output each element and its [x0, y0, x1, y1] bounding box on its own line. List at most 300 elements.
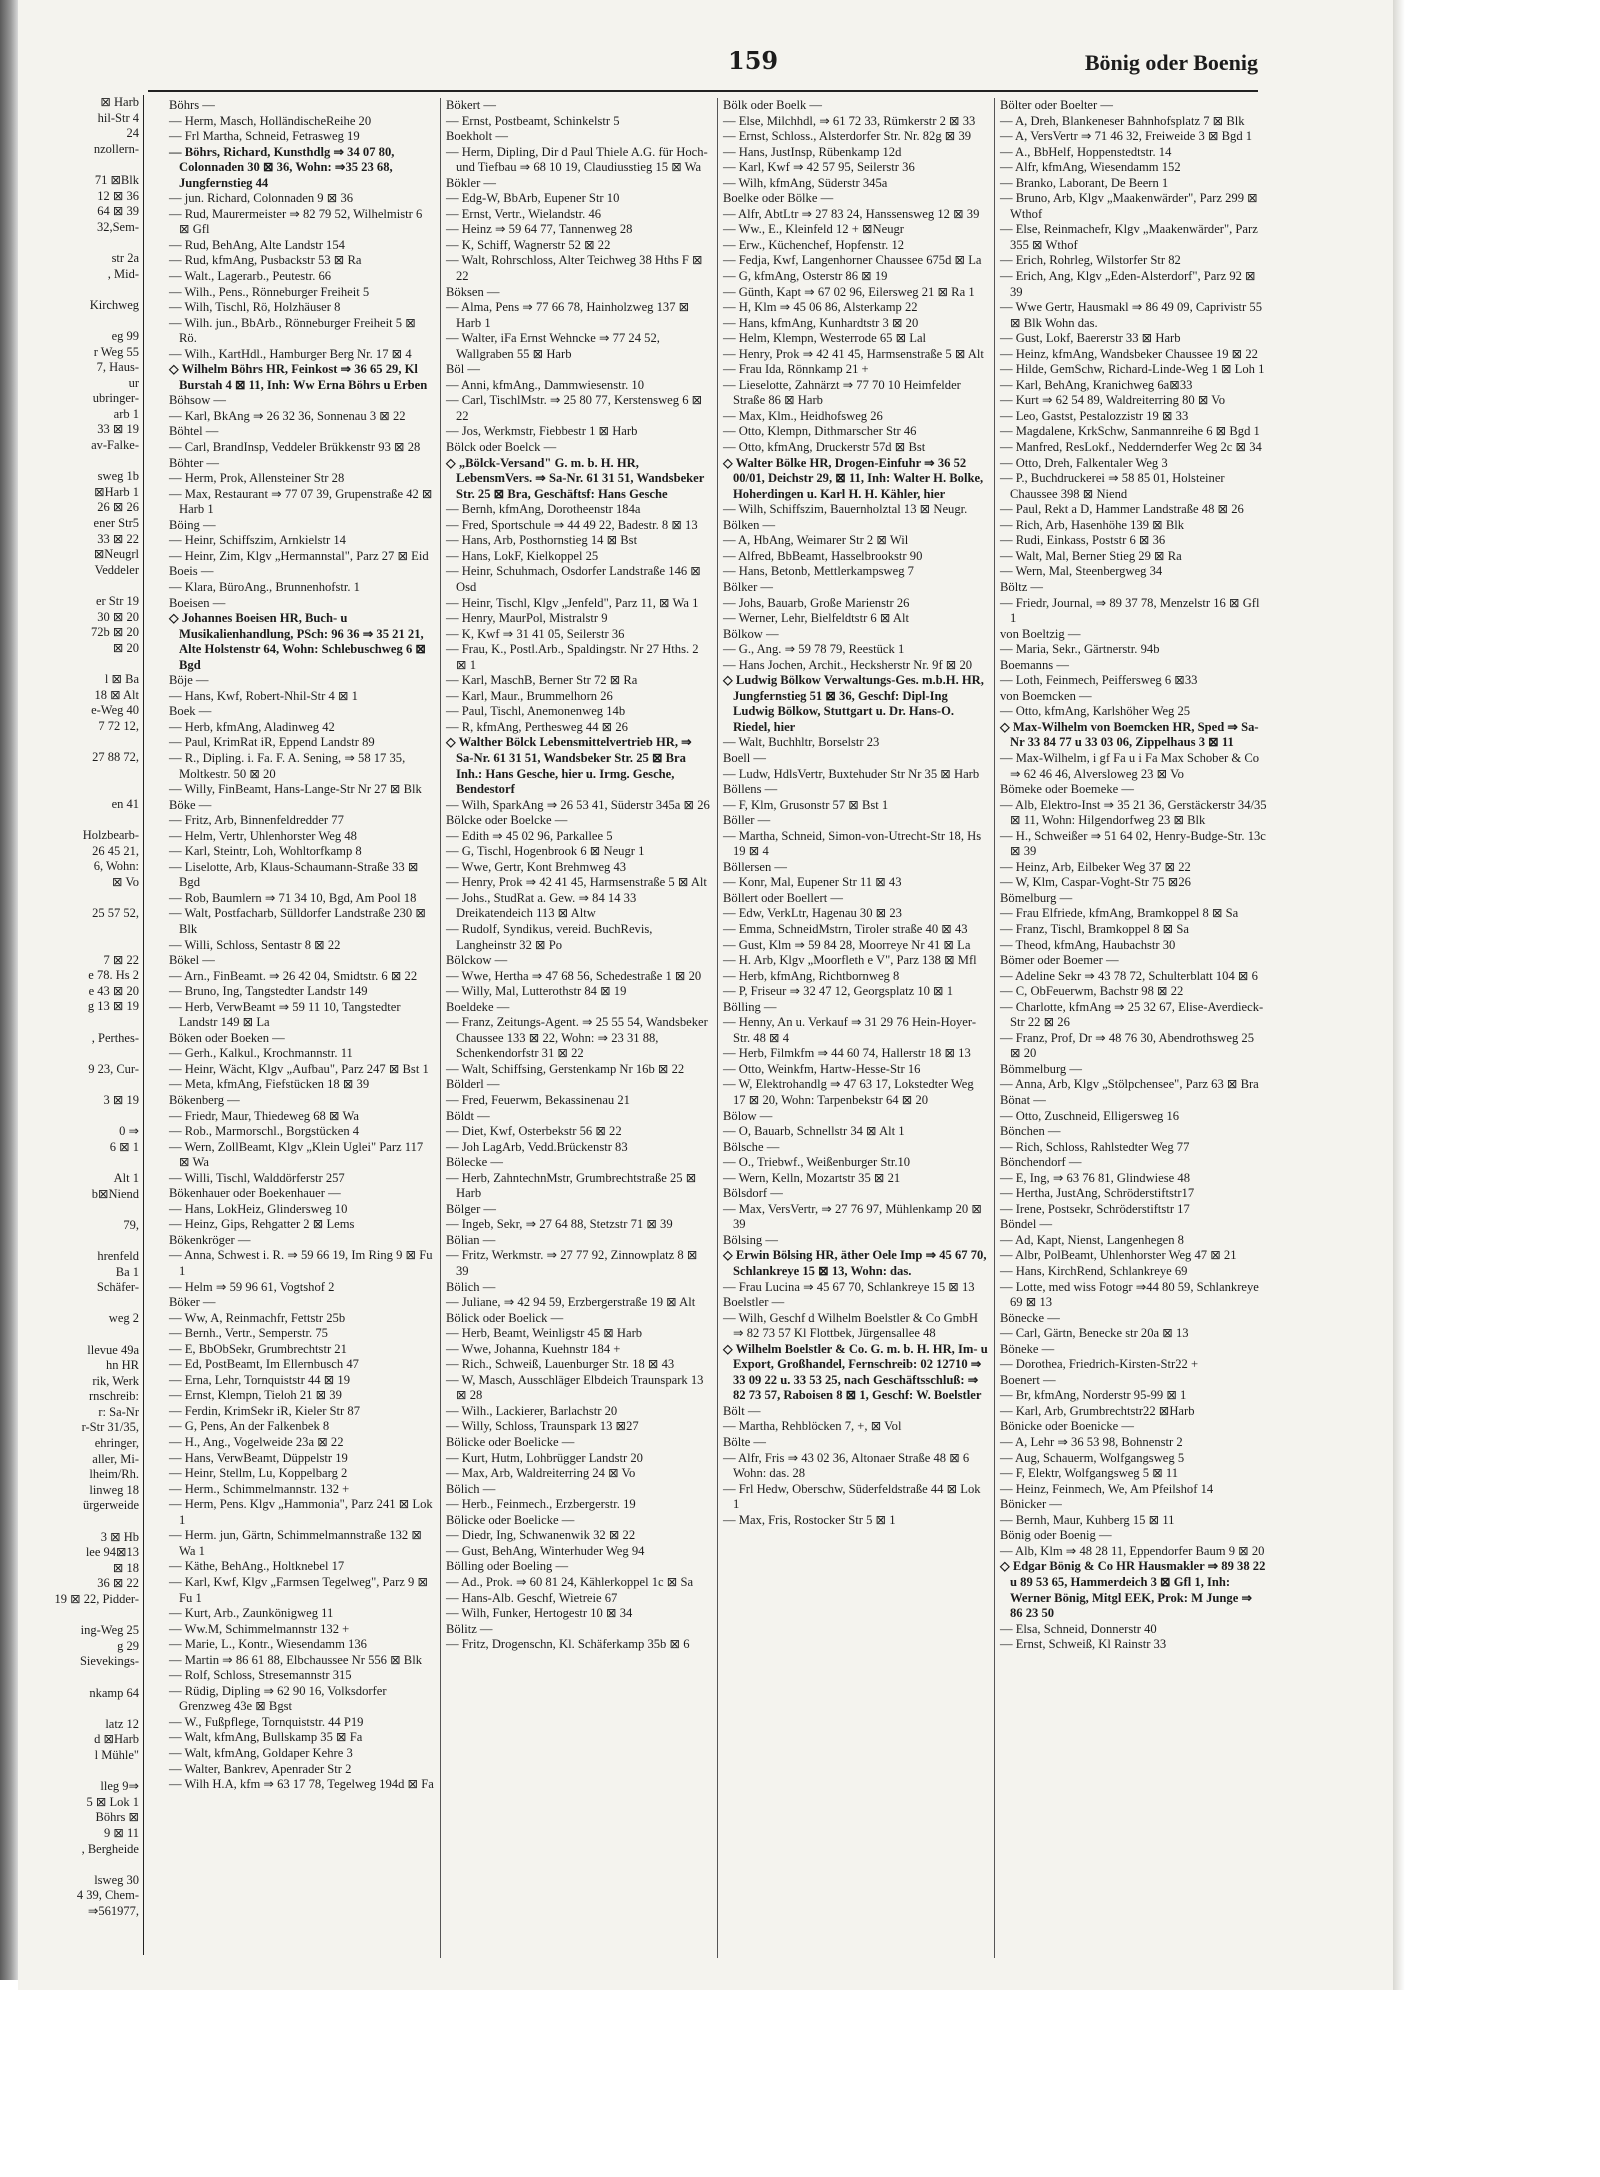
- directory-entry: — Kurt ⇒ 62 54 89, Waldreiterring 80 ⊠ Vo: [1000, 393, 1226, 408]
- surname-heading: Böker —: [169, 1295, 216, 1310]
- directory-entry: — Hans, JustInsp, Rübenkamp 12d: [723, 144, 902, 159]
- surname-heading: Boeldeke —: [446, 999, 510, 1014]
- directory-entry: — Rob, Baumlern ⇒ 71 34 10, Bgd, Am Pool 18: [169, 890, 417, 905]
- directory-page: [18, 0, 1393, 1990]
- directory-entry: — Käthe, BehAng., Holtknebel 17: [169, 1559, 345, 1574]
- surname-heading: Bölderl —: [446, 1077, 500, 1092]
- directory-entry: — Ad., Prok. ⇒ 60 81 24, Kählerkoppel 1c ⊠ Sa: [446, 1574, 694, 1589]
- surname-heading: Boeis —: [169, 564, 214, 579]
- directory-entry: — Rudi, Einkass, Poststr 6 ⊠ 36: [1000, 533, 1166, 548]
- directory-entry: — Walt, Mal, Berner Stieg 29 ⊠ Ra: [1000, 548, 1182, 563]
- directory-entry: — Irene, Postsekr, Schröderstiftstr 17: [1000, 1201, 1190, 1216]
- strip-line: ⊠ Vo: [111, 874, 139, 889]
- directory-entry: — K, Kwf ⇒ 31 41 05, Seilerstr 36: [446, 626, 625, 641]
- directory-entry: — Wilh, kfmAng, Süderstr 345a: [723, 175, 888, 190]
- directory-entry: — Heinz ⇒ 59 64 77, Tannenweg 28: [446, 222, 633, 237]
- directory-entry: — Henny, An u. Verkauf ⇒ 31 29 76 Hein-Hoyer-Str. 48 ⊠ 4: [723, 1015, 977, 1045]
- directory-entry: — E, BbObSekr, Grumbrechtstr 21: [169, 1341, 347, 1356]
- directory-entry: — Wwe, Johanna, Kuehnstr 184 +: [446, 1341, 621, 1356]
- directory-entry: — Kurt, Hutm, Lohbrügger Landstr 20: [446, 1450, 643, 1465]
- surname-heading: Bölich —: [446, 1279, 496, 1294]
- strip-line: l Mühle": [94, 1747, 139, 1762]
- directory-entry: — Edith ⇒ 45 02 96, Parkallee 5: [446, 828, 613, 843]
- directory-entry: — Diedr, Ing, Schwanenwik 32 ⊠ 22: [446, 1528, 636, 1543]
- surname-heading: Bölick oder Boelick —: [446, 1310, 564, 1325]
- directory-entry: — Elsa, Schneid, Donnerstr 40: [1000, 1621, 1157, 1636]
- directory-entry: — Paul, KrimRat iR, Eppend Landstr 89: [169, 735, 375, 750]
- directory-entry: — G., Ang. ⇒ 59 78 79, Reestück 1: [723, 642, 905, 657]
- directory-entry: — Ww., E., Kleinfeld 12 + ⊠Neugr: [723, 222, 904, 237]
- directory-entry: — A., BbHelf, Hoppenstedtstr. 14: [1000, 144, 1172, 159]
- directory-entry: — Willy, Mal, Lutterothstr 84 ⊠ 19: [446, 984, 627, 999]
- strip-line: [18, 1155, 143, 1171]
- directory-entry: — Willy, Schloss, Traunspark 13 ⊠27: [446, 1419, 639, 1434]
- directory-entry: — Arn., FinBeamt. ⇒ 26 42 04, Smidtstr. 6 ⊠ 22: [169, 968, 418, 983]
- surname-heading: Bölte —: [723, 1435, 767, 1450]
- directory-entry: — Br, kfmAng, Norderstr 95-99 ⊠ 1: [1000, 1388, 1187, 1403]
- directory-entry: — G, Pens, An der Falkenbek 8: [169, 1419, 330, 1434]
- directory-entry: — Ernst, Schweiß, Kl Rainstr 33: [1000, 1637, 1167, 1652]
- strip-line: Sievekings-: [79, 1654, 139, 1669]
- strip-line: 19 ⊠ 22, Pidder-: [54, 1592, 139, 1606]
- surname-heading: Boelke oder Bölke —: [723, 191, 834, 206]
- directory-entry: — Konr, Mal, Eupener Str 11 ⊠ 43: [723, 875, 902, 890]
- surname-heading: Bönicke oder Boenicke —: [1000, 1419, 1134, 1434]
- strip-line: en 41: [111, 796, 139, 811]
- strip-line: e 78. Hs 2: [88, 968, 139, 983]
- directory-entry: — Dorothea, Friedrich-Kirsten-Str22 +: [1000, 1357, 1199, 1372]
- strip-line: hrenfeld: [97, 1248, 139, 1263]
- strip-line: 4 39, Chem-: [76, 1888, 139, 1903]
- directory-entry: — Heinz, kfmAng, Wandsbeker Chaussee 19 ⊠ 22: [1000, 346, 1258, 361]
- strip-line: r-Str 31/35,: [81, 1420, 139, 1435]
- directory-entry: — Rud, Maurermeister ⇒ 82 79 52, Wilhelmistr 6 ⊠ Gfl: [169, 206, 423, 237]
- directory-entry: — Walt, kfmAng, Bullskamp 35 ⊠ Fa: [169, 1730, 363, 1745]
- strip-line: [18, 1202, 143, 1218]
- surname-heading: Böhsow —: [169, 393, 227, 408]
- surname-heading: Bölicke oder Boelicke —: [446, 1512, 575, 1527]
- strip-line: weg 2: [108, 1311, 139, 1326]
- directory-entry: — Wwe, Gertr, Kont Brehmweg 43: [446, 859, 627, 874]
- strip-line: ur: [128, 375, 139, 390]
- directory-entry: — Bernh, kfmAng, Dorotheenstr 184a: [446, 502, 641, 517]
- directory-entry: — Paul, Tischl, Anemonenweg 14b: [446, 704, 626, 719]
- directory-entry: — Meta, kfmAng, Fiefstücken 18 ⊠ 39: [169, 1077, 370, 1092]
- surname-heading: Böneke —: [1000, 1341, 1055, 1356]
- directory-entry: — Fedja, Kwf, Langenhorner Chaussee 675d ⊠ La: [723, 253, 982, 268]
- directory-entry: — Karl, Kwf, Klgv „Farmsen Tegelweg", Parz 9 ⊠ Fu 1: [169, 1574, 429, 1605]
- strip-line: , Perthes-: [91, 1030, 139, 1045]
- directory-entry: — Wwe, Hertha ⇒ 47 68 56, Schedestraße 1 ⊠ 20: [446, 968, 702, 983]
- directory-entry: — W, Elektrohandlg ⇒ 47 63 17, Lokstedter Weg 17 ⊠ 20, Wohn: Tarpenbekstr 64 ⊠ 20: [723, 1077, 974, 1107]
- strip-line: [18, 1514, 143, 1530]
- surname-heading: Böken oder Boeken —: [169, 1030, 285, 1045]
- directory-entry: — Max, Fris, Rostocker Str 5 ⊠ 1: [723, 1512, 896, 1527]
- directory-entry: ◇ Walter Bölke HR, Drogen-Einfuhr ⇒ 36 52 00/01, Deichstr 29, ⊠ 11, Inh: Walter H. Bolke, Hoherdingen u. Karl H. H. Kähler, hier: [723, 455, 984, 501]
- directory-entry: — Willi, Tischl, Walddörferstr 257: [169, 1170, 345, 1185]
- directory-entry: — Rud, BehAng, Alte Landstr 154: [169, 237, 345, 252]
- strip-line: 64 ⊠ 39: [97, 204, 139, 219]
- surname-heading: Bömeke oder Boemeke —: [1000, 782, 1134, 797]
- directory-entry: — Alma, Pens ⇒ 77 66 78, Hainholzweg 137 ⊠ Harb 1: [446, 300, 690, 330]
- strip-line: 72b ⊠ 20: [91, 625, 139, 640]
- directory-entry: — Walt, kfmAng, Goldaper Kehre 3: [169, 1745, 353, 1760]
- surname-heading: Bölian —: [446, 1232, 496, 1247]
- strip-line: ⊠Neugrl: [93, 547, 139, 562]
- directory-entry: — Franz, Prof, Dr ⇒ 48 76 30, Abendrothsweg 25 ⊠ 20: [1000, 1030, 1255, 1061]
- directory-entry: — Heinr, Schiffszim, Arnkielstr 14: [169, 533, 346, 548]
- directory-entry: — Karl, MaschB, Berner Str 72 ⊠ Ra: [446, 673, 638, 688]
- directory-entry: — Carl, BrandInsp, Veddeler Brükkenstr 93 ⊠ 28: [169, 440, 421, 455]
- directory-entry: — Branko, Laborant, De Beern 1: [1000, 175, 1169, 190]
- directory-columns: [164, 98, 1272, 1958]
- directory-entry: — Willy, FinBeamt, Hans-Lange-Str Nr 27 ⊠ Blk: [169, 782, 422, 797]
- column-1: [164, 98, 441, 1958]
- directory-entry: — Wwe Gertr, Hausmakl ⇒ 86 49 09, Caprivistr 55 ⊠ Blk Wohn das.: [1000, 300, 1262, 330]
- strip-line: , Mid-: [107, 266, 139, 281]
- strip-line: sweg 1b: [97, 469, 139, 484]
- strip-line: 33 ⊠ 19: [97, 422, 139, 437]
- strip-line: 26 ⊠ 26: [97, 500, 139, 515]
- directory-entry: — Wilh, Tischl, Rö, Holzhäuser 8: [169, 300, 341, 315]
- strip-line: [18, 1857, 143, 1873]
- strip-line: 18 ⊠ Alt: [94, 687, 139, 702]
- directory-entry: — Heinz, Arb, Eilbeker Weg 37 ⊠ 22: [1000, 859, 1191, 874]
- directory-entry: — Rolf, Schloss, Stresemannstr 315: [169, 1668, 352, 1683]
- surname-heading: Böllert oder Boellert —: [723, 890, 843, 905]
- directory-entry: — Wilh, Geschf d Wilhelm Boelstler & Co GmbH ⇒ 82 73 57 Kl Flottbek, Jürgensallee 48: [723, 1310, 978, 1341]
- strip-line: r Weg 55: [93, 344, 139, 359]
- directory-entry: — Herm, Prok, Allensteiner Str 28: [169, 471, 345, 486]
- strip-line: ener Str5: [93, 516, 139, 531]
- strip-line: Alt 1: [113, 1170, 139, 1185]
- directory-entry: — Hans, Kwf, Robert-Nhil-Str 4 ⊠ 1: [169, 688, 358, 703]
- surname-heading: Boemanns —: [1000, 657, 1069, 672]
- strip-line: Holzbearb-: [82, 827, 139, 842]
- directory-entry: — Herb, Filmkfm ⇒ 44 60 74, Hallerstr 18 ⊠ 13: [723, 1046, 971, 1061]
- directory-entry: — Maria, Sekr., Gärtnerstr. 94b: [1000, 642, 1160, 657]
- strip-line: r: Sa-Nr: [98, 1404, 139, 1419]
- strip-line: er Str 19: [95, 594, 139, 608]
- directory-entry: — H., Ang., Vogelweide 23a ⊠ 22: [169, 1435, 344, 1450]
- directory-entry: — Rich., Schweiß, Lauenburger Str. 18 ⊠ 43: [446, 1357, 675, 1372]
- directory-entry: — Bruno, Ing, Tangstedter Landstr 149: [169, 984, 368, 999]
- column-3: [718, 98, 995, 1958]
- directory-entry: ◇ Johannes Boeisen HR, Buch- u Musikalienhandlung, PSch: 96 36 ⇒ 35 21 21, Alte Holstenstr 64, Wohn: Schlebuschweg 6 ⊠ Bgd: [169, 611, 426, 672]
- directory-entry: — Wern, ZollBeamt, Klgv „Klein Uglei" Parz 117 ⊠ Wa: [169, 1139, 424, 1170]
- directory-entry: — Ernst, Schloss., Alsterdorfer Str. Nr. 82g ⊠ 39: [723, 129, 972, 144]
- strip-line: aller, Mi-: [92, 1451, 139, 1466]
- strip-line: [18, 235, 143, 251]
- directory-entry: — Adeline Sekr ⇒ 43 78 72, Schulterblatt 104 ⊠ 6: [1000, 968, 1258, 983]
- strip-line: [18, 1233, 143, 1249]
- directory-entry: — Max, VersVertr, ⇒ 27 76 97, Mühlenkamp 20 ⊠ 39: [723, 1201, 982, 1232]
- strip-line: lsweg 30: [94, 1872, 139, 1887]
- strip-line: e-Weg 40: [91, 703, 139, 718]
- strip-line: [18, 578, 143, 594]
- directory-entry: — Hans Jochen, Archit., Hecksherstr Nr. 9f ⊠ 20: [723, 657, 973, 672]
- surname-heading: Boell —: [723, 750, 767, 765]
- strip-line: eg 99: [111, 328, 139, 343]
- directory-entry: — Walter, Bankrev, Apenrader Str 2: [169, 1761, 352, 1776]
- directory-entry: — F, Elektr, Wolfgangsweg 5 ⊠ 11: [1000, 1466, 1179, 1481]
- surname-heading: Böndel —: [1000, 1217, 1053, 1232]
- surname-heading: Bölecke —: [446, 1155, 504, 1170]
- surname-heading: Bölitz —: [446, 1621, 493, 1636]
- strip-line: 6 ⊠ 1: [109, 1139, 139, 1154]
- directory-entry: — Theod, kfmAng, Haubachstr 30: [1000, 937, 1176, 952]
- directory-entry: — Bernh., Vertr., Semperstr. 75: [169, 1326, 328, 1341]
- strip-line: rnschreib:: [89, 1389, 139, 1404]
- directory-entry: — Ed, PostBeamt, Im Ellernbusch 47: [169, 1357, 359, 1372]
- strip-line: linweg 18: [89, 1482, 139, 1497]
- strip-line: 9 23, Cur-: [88, 1061, 139, 1076]
- directory-entry: — Erich, Ang, Klgv „Eden-Alsterdorf", Parz 92 ⊠ 39: [1000, 269, 1256, 299]
- directory-entry: — Otto, kfmAng, Druckerstr 57d ⊠ Bst: [723, 440, 926, 455]
- directory-entry: — Ww.M, Schimmelmannstr 132 +: [169, 1621, 350, 1636]
- directory-entry: — Heinr, Stellm, Lu, Koppelbarg 2: [169, 1466, 348, 1481]
- directory-entry: — Günth, Kapt ⇒ 67 02 96, Eilersweg 21 ⊠ Ra 1: [723, 284, 975, 299]
- directory-entry: — Herm, Dipling, Dir d Paul Thiele A.G. für Hoch- und Tiefbau ⇒ 68 10 19, Claudiusstieg 15 ⊠ Wa: [446, 144, 708, 175]
- directory-entry: — Carl, TischlMstr. ⇒ 25 80 77, Kerstensweg 6 ⊠ 22: [446, 393, 703, 423]
- page-header: [148, 40, 1258, 92]
- directory-entry: — Helm, Vertr, Uhlenhorster Weg 48: [169, 828, 357, 843]
- directory-entry: — Rich, Arb, Hasenhöhe 139 ⊠ Blk: [1000, 517, 1185, 532]
- directory-entry: — Ludw, HdlsVertr, Buxtehuder Str Nr 35 ⊠ Harb: [723, 766, 980, 781]
- directory-entry: — Herb, kfmAng, Aladinweg 42: [169, 719, 335, 734]
- directory-entry: — Albr, PolBeamt, Uhlenhorster Weg 47 ⊠ 21: [1000, 1248, 1237, 1263]
- surname-heading: Bölsche —: [723, 1139, 780, 1154]
- directory-entry: — Wern, Mal, Steenbergweg 34: [1000, 564, 1163, 579]
- surname-heading: Bökenberg —: [169, 1093, 240, 1107]
- directory-entry: — Hans, Betonb, Mettlerkampsweg 7: [723, 564, 914, 579]
- directory-entry: — Wilh., Pens., Rönneburger Freiheit 5: [169, 284, 370, 299]
- directory-entry: — Ernst, Postbeamt, Schinkelstr 5: [446, 113, 620, 128]
- strip-line: [18, 282, 143, 298]
- strip-line: [18, 1015, 143, 1031]
- strip-line: ubringer-: [92, 391, 139, 406]
- surname-heading: Bömelburg —: [1000, 890, 1073, 905]
- surname-heading: Boelstler —: [723, 1295, 785, 1310]
- strip-line: ⇒561977,: [87, 1903, 139, 1918]
- strip-line: [18, 1077, 143, 1093]
- directory-entry: — Karl, BehAng, Kranichweg 6a⊠33: [1000, 377, 1193, 392]
- directory-entry: — Alfr, AbtLtr ⇒ 27 83 24, Hanssensweg 12 ⊠ 39: [723, 206, 980, 221]
- strip-line: 7, Haus-: [96, 360, 139, 375]
- strip-line: 3 ⊠ 19: [103, 1093, 139, 1107]
- strip-line: nzollern-: [93, 141, 139, 156]
- directory-entry: — Ernst, Klempn, Tieloh 21 ⊠ 39: [169, 1388, 342, 1403]
- strip-line: [18, 1327, 143, 1343]
- directory-entry: — Leo, Gastst, Pestalozzistr 19 ⊠ 33: [1000, 408, 1189, 423]
- strip-line: [18, 1701, 143, 1717]
- directory-entry: — R, kfmAng, Perthesweg 44 ⊠ 26: [446, 719, 628, 734]
- directory-entry: — Max, Restaurant ⇒ 77 07 39, Grupenstraße 42 ⊠ Harb 1: [169, 486, 433, 517]
- directory-entry: — Hertha, JustAng, Schröderstiftstr17: [1000, 1186, 1195, 1201]
- strip-line: 5 ⊠ Lok 1: [86, 1794, 139, 1809]
- strip-line: hil-Str 4: [97, 110, 139, 125]
- previous-page-strip: [18, 95, 144, 1955]
- directory-entry: — Edw, VerkLtr, Hagenau 30 ⊠ 23: [723, 906, 902, 921]
- directory-entry: — Henry, Prok ⇒ 42 41 45, Harmsenstraße 5 ⊠ Alt: [723, 346, 984, 361]
- directory-entry: — Johs., StudRat a. Gew. ⇒ 84 14 33 Dreikatendeich 113 ⊠ Altw: [446, 890, 637, 921]
- strip-line: Böhrs ⊠: [95, 1810, 139, 1825]
- directory-entry: — Herb, kfmAng, Richtbornweg 8: [723, 968, 900, 983]
- directory-entry: — Bernh, Maur, Kuhberg 15 ⊠ 11: [1000, 1512, 1175, 1527]
- directory-entry: — Otto, Zuschneid, Elligersweg 16: [1000, 1108, 1180, 1123]
- surname-heading: Bönchendorf —: [1000, 1155, 1082, 1170]
- strip-line: [18, 656, 143, 672]
- surname-heading: Böksen —: [446, 284, 500, 299]
- strip-line: [18, 937, 143, 953]
- surname-heading: Böllersen —: [723, 859, 788, 874]
- surname-heading: Böllens —: [723, 782, 778, 797]
- strip-line: [18, 812, 143, 828]
- directory-entry: — Karl, Kwf ⇒ 42 57 95, Seilerstr 36: [723, 160, 915, 175]
- directory-entry: — A, HbAng, Weimarer Str 2 ⊠ Wil: [723, 533, 909, 548]
- directory-entry: — Walt, Schiffsing, Gerstenkamp Nr 16b ⊠ 22: [446, 1061, 685, 1076]
- directory-entry: — Diet, Kwf, Osterbekstr 56 ⊠ 22: [446, 1124, 622, 1139]
- surname-heading: Bökenkröger —: [169, 1232, 251, 1247]
- strip-line: av-Falke-: [91, 438, 139, 453]
- directory-entry: — Joh LagArb, Vedd.Brückenstr 83: [446, 1139, 628, 1154]
- directory-entry: — H., Schweißer ⇒ 51 64 02, Henry-Budge-Str. 13c ⊠ 39: [1000, 828, 1266, 859]
- directory-entry: — Hans, LokHeiz, Glindersweg 10: [169, 1201, 348, 1216]
- directory-entry: — Jos, Werkmstr, Fiebbestr 1 ⊠ Harb: [446, 424, 638, 439]
- directory-entry: — G, Tischl, Hogenbrook 6 ⊠ Neugr 1: [446, 844, 645, 859]
- directory-entry: — Alfred, BbBeamt, Hasselbrookstr 90: [723, 548, 923, 563]
- directory-entry: — Rich, Schloss, Rahlstedter Weg 77: [1000, 1139, 1190, 1154]
- directory-entry: — W, Masch, Ausschläger Elbdeich Traunspark 13 ⊠ 28: [446, 1372, 704, 1403]
- directory-entry: — Franz, Tischl, Bramkoppel 8 ⊠ Sa: [1000, 921, 1189, 936]
- directory-entry: ◇ Edgar Bönig & Co HR Hausmakler ⇒ 89 38 22 u 89 53 65, Hammerdeich 3 ⊠ Gfl 1, Inh: Werner Bönig, Mitgl EEK, Prok: M Junge ⇒ 86 23 50: [1000, 1559, 1266, 1621]
- surname-heading: Bölicke oder Boelicke —: [446, 1435, 575, 1450]
- directory-entry: — Else, Reinmachefr, Klgv „Maakenwärder", Parz 355 ⊠ Wthof: [1000, 222, 1258, 252]
- directory-entry: — Frau, K., Postl.Arb., Spaldingstr. Nr 27 Hths. 2 ⊠ 1: [446, 642, 699, 672]
- directory-entry: — Charlotte, kfmAng ⇒ 25 32 67, Elise-Averdieck-Str 22 ⊠ 26: [1000, 999, 1264, 1030]
- book-binding-shadow: [0, 0, 18, 1980]
- strip-line: ürgerweide: [83, 1498, 139, 1513]
- surname-heading: Böing —: [169, 517, 216, 532]
- directory-entry: — Frau Lucina ⇒ 45 67 70, Schlankreye 15 ⊠ 13: [723, 1279, 975, 1294]
- strip-line: 0 ⇒: [119, 1124, 139, 1139]
- surname-heading: Bönicker —: [1000, 1497, 1062, 1512]
- directory-entry: — Rüdig, Dipling ⇒ 62 90 16, Volksdorfer Grenzweg 43e ⊠ Bgst: [169, 1683, 387, 1714]
- directory-entry: — Otto, Dreh, Falkentaler Weg 3: [1000, 455, 1168, 470]
- directory-entry: — Rud, kfmAng, Pusbackstr 53 ⊠ Ra: [169, 253, 362, 268]
- directory-entry: — Henry, MaurPol, Mistralstr 9: [446, 611, 608, 626]
- surname-heading: Bölck oder Boelck —: [446, 440, 557, 455]
- strip-line: Veddeler: [94, 562, 139, 577]
- directory-entry: — Heinz, Feinmech, We, Am Pfeilshof 14: [1000, 1481, 1214, 1496]
- directory-entry: — Hilde, GemSchw, Richard-Linde-Weg 1 ⊠ Loh 1: [1000, 362, 1265, 377]
- surname-heading: Bölckow —: [446, 953, 508, 968]
- surname-heading: Bölken —: [723, 517, 776, 532]
- strip-line: 33 ⊠ 22: [97, 531, 139, 546]
- directory-entry: — Ad, Kapt, Nienst, Langenhegen 8: [1000, 1232, 1184, 1247]
- directory-entry: — Ingeb, Sekr, ⇒ 27 64 88, Stetzstr 71 ⊠ 39: [446, 1217, 673, 1232]
- surname-heading: Böke —: [169, 797, 212, 812]
- surname-heading: Bölt —: [723, 1403, 761, 1418]
- directory-entry: — A, Dreh, Blankeneser Bahnhofsplatz 7 ⊠ Blk: [1000, 113, 1245, 128]
- directory-entry: — Herm. jun, Gärtn, Schimmelmannstraße 132 ⊠ Wa 1: [169, 1528, 422, 1558]
- strip-line: latz 12: [105, 1716, 139, 1731]
- directory-entry: — Max, Klm., Heidhofsweg 26: [723, 408, 883, 423]
- directory-entry: — Hans-Alb. Geschf, Wietreie 67: [446, 1590, 618, 1605]
- surname-heading: Boek —: [169, 704, 212, 719]
- directory-entry: — Ww, A, Reinmachfr, Fettstr 25b: [169, 1310, 346, 1325]
- strip-line: ing-Weg 25: [80, 1623, 139, 1638]
- directory-entry: — Walt., Lagerarb., Peutestr. 66: [169, 269, 332, 284]
- directory-entry: — Alb, Klm ⇒ 48 28 11, Eppendorfer Baum 9 ⊠ 20: [1000, 1543, 1265, 1558]
- surname-heading: Bölger —: [446, 1201, 497, 1216]
- surname-heading: von Boemcken —: [1000, 688, 1092, 703]
- strip-line: g 29: [117, 1638, 139, 1653]
- directory-entry: — Edg-W, BbArb, Eupener Str 10: [446, 191, 620, 206]
- strip-line: 9 ⊠ 11: [103, 1825, 139, 1840]
- running-head: Bönig oder Boenig: [1084, 50, 1258, 75]
- surname-heading: Bönig oder Boenig —: [1000, 1528, 1112, 1543]
- strip-line: 36 ⊠ 22: [97, 1576, 139, 1591]
- directory-entry: — Alfr, Fris ⇒ 43 02 36, Altonaer Straße 48 ⊠ 6 Wohn: das. 28: [723, 1450, 970, 1481]
- strip-line: 7 72 12,: [98, 718, 139, 733]
- surname-heading: von Boeltzig —: [1000, 626, 1081, 641]
- directory-entry: — R., Dipling. i. Fa. F. A. Sening, ⇒ 58 17 35, Moltkestr. 50 ⊠ 20: [169, 750, 406, 781]
- strip-line: [18, 454, 143, 470]
- column-2: [441, 98, 718, 1958]
- surname-heading: Böl —: [446, 362, 480, 377]
- directory-entry: — C, ObFeuerwm, Bachstr 98 ⊠ 22: [1000, 984, 1184, 999]
- directory-entry: — Walt, Rohrschloss, Alter Teichweg 38 Hths F ⊠ 22: [446, 253, 703, 284]
- page-number: 159: [728, 46, 779, 75]
- directory-entry: — W, Klm, Caspar-Voght-Str 75 ⊠26: [1000, 875, 1191, 890]
- strip-line: [18, 313, 143, 329]
- directory-entry: — Friedr, Maur, Thiedeweg 68 ⊠ Wa: [169, 1108, 359, 1123]
- strip-line: 32,Sem-: [96, 219, 139, 234]
- strip-line: 27 88 72,: [92, 749, 139, 764]
- directory-entry: — F, Klm, Grusonstr 57 ⊠ Bst 1: [723, 797, 889, 812]
- directory-entry: — Frl Hedw, Oberschw, Süderfeldstraße 44 ⊠ Lok 1: [723, 1481, 981, 1512]
- strip-line: lleg 9⇒: [100, 1779, 139, 1794]
- strip-line: [18, 1670, 143, 1686]
- surname-heading: Boeisen —: [169, 595, 226, 610]
- surname-heading: Bölling —: [723, 999, 777, 1014]
- directory-entry: — Herb., Feinmech., Erzbergerstr. 19: [446, 1497, 636, 1512]
- strip-line: hn HR: [106, 1358, 139, 1373]
- surname-heading: Bölling oder Boeling —: [446, 1559, 569, 1574]
- directory-entry: — W., Fußpflege, Tornquiststr. 44 P19: [169, 1714, 364, 1729]
- directory-entry: — Wilh H.A, kfm ⇒ 63 17 78, Tegelweg 194d ⊠ Fa: [169, 1777, 434, 1792]
- directory-entry: — Magdalene, KrkSchw, Sanmannreihe 6 ⊠ Bgd 1: [1000, 424, 1260, 439]
- strip-line: rik, Werk: [92, 1373, 139, 1388]
- strip-line: 26 45 21,: [92, 843, 139, 858]
- directory-entry: — Willi, Schloss, Sentastr 8 ⊠ 22: [169, 937, 341, 952]
- strip-line: d ⊠Harb: [94, 1732, 139, 1747]
- directory-entry: — Rudolf, Syndikus, vereid. BuchRevis, Langheinstr 32 ⊠ Po: [446, 921, 653, 952]
- strip-line: llevue 49a: [87, 1342, 139, 1357]
- directory-entry: — P, Friseur ⇒ 32 47 12, Georgsplatz 10 ⊠ 1: [723, 984, 954, 999]
- strip-line: 12 ⊠ 36: [97, 188, 139, 203]
- directory-entry: — Juliane, ⇒ 42 94 59, Erzbergerstraße 19 ⊠ Alt: [446, 1295, 696, 1310]
- directory-entry: — Herb, VerwBeamt ⇒ 59 11 10, Tangstedter Landstr 149 ⊠ La: [169, 999, 401, 1030]
- directory-entry: — Franz, Zeitungs-Agent. ⇒ 25 55 54, Wandsbeker Chaussee 133 ⊠ 22, Wohn: ⇒ 23 31 88, Schenkendorfstr 31 ⊠ 22: [446, 1015, 708, 1061]
- directory-entry: — Fred, Feuerwm, Bekassinenau 21: [446, 1093, 630, 1107]
- directory-entry: — Loth, Feinmech, Peiffersweg 6 ⊠33: [1000, 673, 1198, 688]
- directory-entry: — A, Lehr ⇒ 36 53 98, Bohnenstr 2: [1000, 1435, 1183, 1450]
- directory-entry: — Böhrs, Richard, Kunsthdlg ⇒ 34 07 80, Colonnaden 30 ⊠ 36, Wohn: ⇒35 23 68, Jungfernstieg 44: [169, 144, 395, 190]
- directory-entry: — Fritz, Werkmstr. ⇒ 27 77 92, Zinnowplatz 8 ⊠ 39: [446, 1248, 698, 1279]
- directory-entry: — Frau Ida, Rönnkamp 21 +: [723, 362, 869, 377]
